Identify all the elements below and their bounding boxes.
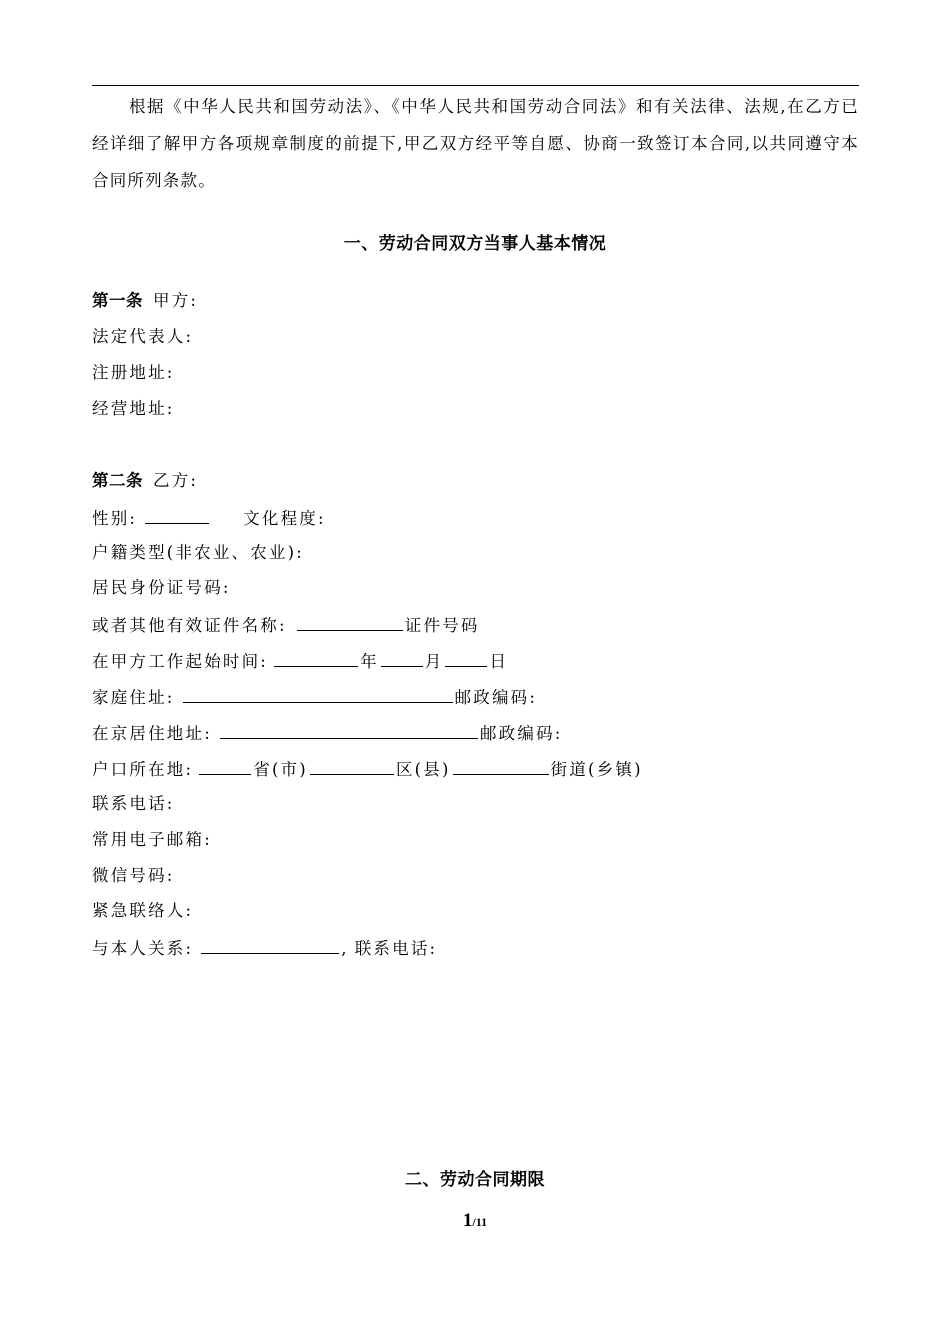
emergency-contact-label: 紧急联络人: — [92, 901, 194, 920]
page-number — [0, 1210, 950, 1232]
article-2-party-b — [92, 469, 198, 493]
biz-address-label: 经营地址: — [92, 399, 175, 418]
phone-label: 联系电话: — [92, 794, 175, 813]
household-type-label: 户籍类型(非农业、农业): — [92, 543, 305, 562]
id-number-label: 居民身份证号码: — [92, 578, 231, 597]
other-id-number-label: 证件号码 — [404, 616, 480, 635]
article-1-label: 第一条 — [92, 291, 143, 310]
start-time-row — [92, 648, 508, 674]
legal-rep-label: 法定代表人: — [92, 327, 194, 346]
current-page: 1 — [462, 1210, 473, 1231]
home-address-row — [92, 684, 537, 710]
home-address-blank[interactable] — [183, 684, 453, 703]
contact-phone-label: 联系电话: — [354, 939, 438, 958]
street-label: 街道(乡镇) — [550, 760, 643, 779]
postcode2-label: 邮政编码: — [479, 724, 563, 743]
start-year-blank[interactable] — [274, 648, 358, 667]
gender-blank[interactable] — [145, 505, 209, 524]
month-label: 月 — [424, 652, 444, 671]
start-day-blank[interactable] — [445, 648, 487, 667]
party-a-label: 甲方: — [153, 291, 199, 310]
beijing-address-label: 在京居住地址: — [92, 724, 212, 743]
party-b-label: 乙方: — [153, 471, 199, 490]
section-1-title: 一、劳动合同双方当事人基本情况 — [343, 234, 607, 254]
header-rule — [92, 85, 859, 86]
other-id-name-blank[interactable] — [297, 612, 403, 631]
article-1-party-a — [92, 289, 198, 313]
gender-row — [92, 505, 326, 531]
province-blank[interactable] — [199, 756, 251, 775]
beijing-address-blank[interactable] — [220, 720, 478, 739]
start-time-label: 在甲方工作起始时间: — [92, 652, 269, 671]
province-label: 省(市) — [253, 760, 308, 779]
article-2-label: 第二条 — [92, 471, 143, 490]
district-blank[interactable] — [310, 756, 394, 775]
other-id-row — [92, 612, 480, 638]
postcode-label: 邮政编码: — [454, 688, 538, 707]
home-address-label: 家庭住址: — [92, 688, 175, 707]
relationship-label: 与本人关系: — [92, 939, 194, 958]
intro-paragraph: 根据《中华人民共和国劳动法》、《中华人民共和国劳动合同法》和有关法律、法规,在乙方已经详细了解甲方各项规章制度的前提下,甲乙双方经平等自愿、协商一致签订本合同,以共同遵守本合同所列条款。 — [92, 97, 859, 190]
total-pages: 11 — [475, 1215, 488, 1229]
hukou-label: 户口所在地: — [92, 760, 194, 779]
email-label: 常用电子邮箱: — [92, 830, 212, 849]
hukou-row — [92, 756, 643, 782]
street-blank[interactable] — [453, 756, 549, 775]
reg-address-label: 注册地址: — [92, 363, 175, 382]
district-label: 区(县) — [395, 760, 451, 779]
intro-section — [92, 88, 859, 199]
day-label: 日 — [489, 652, 509, 671]
start-month-blank[interactable] — [381, 648, 423, 667]
other-id-name-label: 或者其他有效证件名称: — [92, 616, 287, 635]
education-label: 文化程度: — [243, 509, 326, 528]
section-2-title: 二、劳动合同期限 — [405, 1170, 545, 1190]
page-separator: / — [472, 1215, 476, 1229]
relationship-blank[interactable] — [201, 935, 339, 954]
year-label: 年 — [360, 652, 379, 671]
gender-label: 性别: — [92, 509, 138, 528]
relationship-row — [92, 935, 437, 961]
relationship-separator: , — [341, 939, 349, 958]
wechat-label: 微信号码: — [92, 866, 175, 885]
beijing-address-row — [92, 720, 563, 746]
